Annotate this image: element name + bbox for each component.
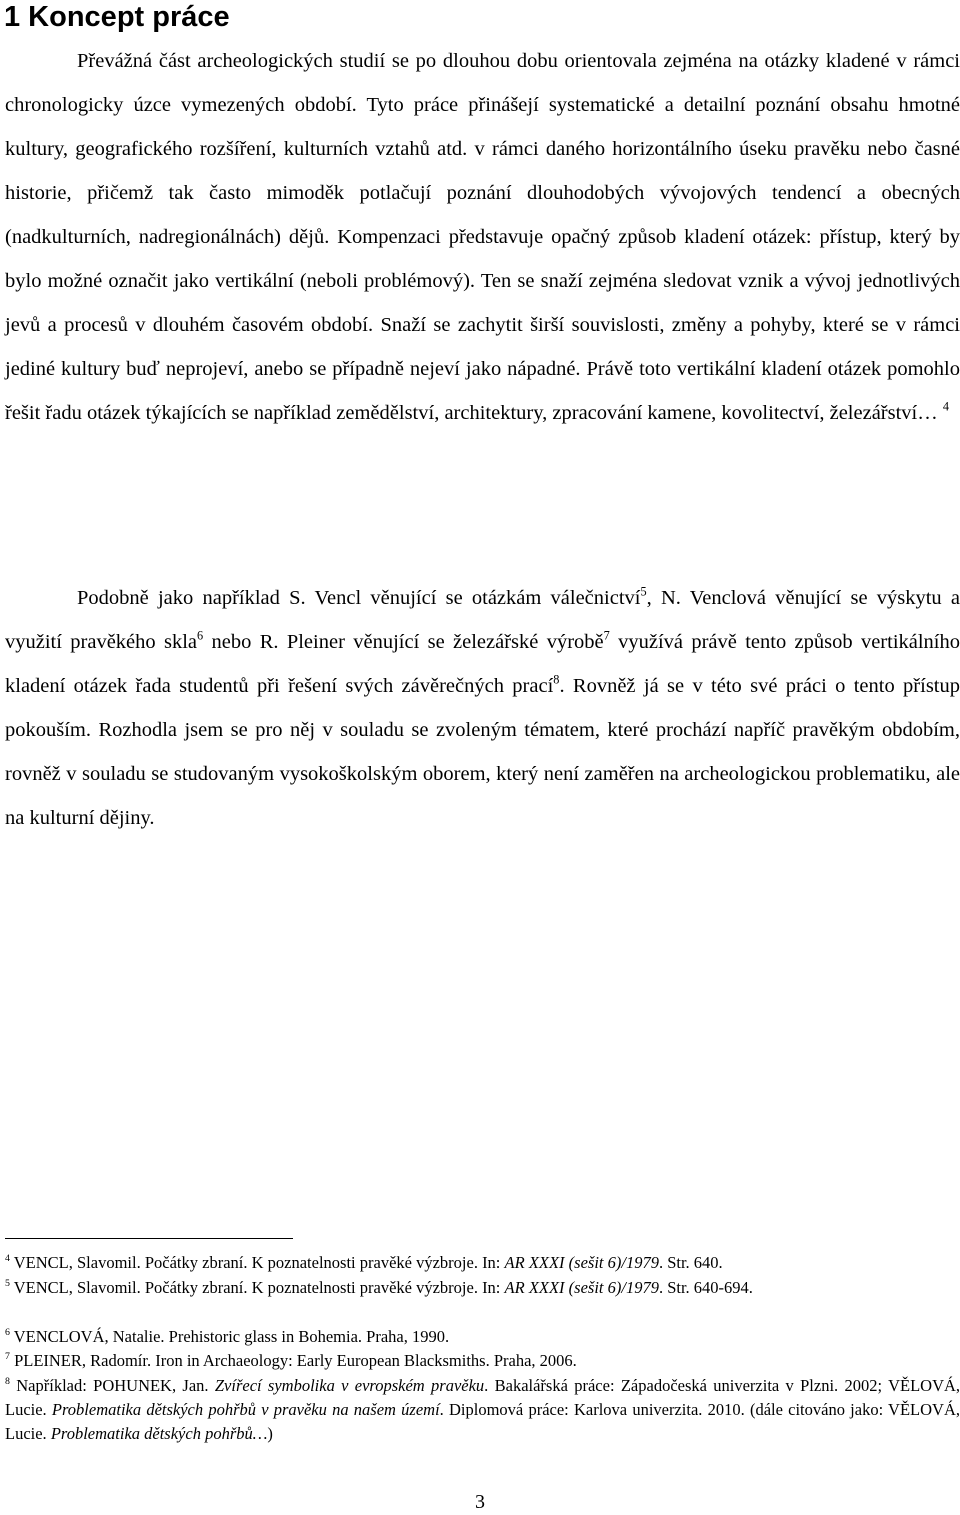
footnote-text: VENCL, Slavomil. Počátky zbraní. K poznatelnosti pravěké výzbroje. In:: [13, 1253, 505, 1272]
paragraph-intro: [5, 39, 960, 435]
footnote-number: 4: [5, 1253, 10, 1265]
footnote-8: [5, 1374, 960, 1446]
paragraph-text: Převážná část archeologických studií se po dlouhou dobu orientovala zejména na otázky kladené v rámci chronologicky úzce vymezených období. Tyto práce přinášejí systematické a detailní poznání obsahu hmotné kultury, geografického rozšíření, kulturních vztahů atd. v rámci daného horizontálního úseku pravěku nebo časné historie, přičemž tak často mimoděk potlačují poznání dlouhodobých vývojových tendencí a obecných (nadkulturních, nadregionálnách) dějů. Kompenzaci představuje opačný způsob kladení otázek: přístup, který by bylo možné označit jako vertikální (neboli problémový). Ten se snaží zejména sledovat vznik a vývoj jednotlivých jevů a procesů v dlouhém časovém období. Snaží se zachytit širší souvislosti, změny a pohyby, které se v rámci jediné kultury buď neprojeví, anebo se případně nejeví jako nápadné. Právě toto vertikální kladení otázek pomohlo řešit řadu otázek týkajících se například zemědělství, architektury, zpracování kamene, kovolitectví, železářství…: [5, 50, 960, 424]
footnote-5: [5, 1276, 960, 1300]
footnote-text: . Bakalářská práce: Západočeská univerzita v Plzni. 2002; VĚLOVÁ, Lucie.: [5, 1376, 960, 1419]
footnote-7: [5, 1349, 960, 1373]
footnote-text: PLEINER, Radomír. Iron in Archaeology: Early European Blacksmiths. Praha, 2006.: [14, 1351, 577, 1370]
footnote-text: ): [267, 1424, 273, 1443]
footnote-ref-7[interactable]: 7: [603, 628, 610, 643]
footnote-text: . Str. 640.: [658, 1253, 723, 1272]
page-number: 3: [475, 1491, 485, 1513]
footnote-6: [5, 1325, 960, 1349]
paragraph-text: , N. Venclová věnující se výskytu a využití pravěkého skla: [5, 587, 960, 653]
paragraph-text: nebo R. Pleiner věnující se železářské výrobě: [203, 631, 604, 653]
footnote-source-title: AR XXXI (sešit 6)/1979: [504, 1278, 659, 1297]
footnote-number: 5: [5, 1278, 10, 1290]
footnote-ref-5[interactable]: 5: [640, 584, 647, 599]
footnote-source-title: AR XXXI (sešit 6)/1979: [504, 1253, 659, 1272]
footnote-number: 7: [5, 1351, 10, 1363]
paragraph-text: . Rovněž já se v této své práci o tento přístup pokouším. Rozhodla jsem se pro něj v souladu se zvoleným tématem, které prochází napříč pravěkým obdobím, rovněž v souladu se studovaným vysokoškolským oborem, který není zaměřen na archeologickou problematiku, ale na kulturní dějiny.: [5, 675, 960, 829]
footnote-separator: [5, 1238, 293, 1239]
footnote-text: VENCL, Slavomil. Počátky zbraní. K poznatelnosti pravěké výzbroje. In:: [13, 1278, 505, 1297]
footnote-4: [5, 1251, 960, 1275]
footnote-number: 8: [5, 1376, 10, 1388]
footnote-text: . Diplomová práce: Karlova univerzita. 2010. (dále citováno jako: VĚLOVÁ, Lucie.: [5, 1400, 960, 1443]
footnote-ref-6[interactable]: 6: [197, 628, 204, 643]
footnote-thesis-title: Problematika dětských pohřbů v pravěku na našem území: [51, 1400, 440, 1419]
footnote-ref-4[interactable]: 4: [942, 399, 950, 414]
paragraph-approach: [5, 576, 960, 840]
footnote-number: 6: [5, 1327, 10, 1339]
footnote-text: Například: POHUNEK, Jan.: [16, 1376, 215, 1395]
paragraph-text: využívá právě tento způsob vertikálního kladení otázek řada studentů při řešení svých závěrečných prací: [5, 631, 960, 697]
chapter-heading: 1 Koncept práce: [4, 1, 230, 33]
footnote-short-title: Problematika dětských pohřbů…: [50, 1424, 268, 1443]
footnote-thesis-title: Zvířecí symbolika v evropském pravěku: [214, 1376, 485, 1395]
footnote-text: VENCLOVÁ, Natalie. Prehistoric glass in Bohemia. Praha, 1990.: [13, 1327, 450, 1346]
footnote-text: . Str. 640-694.: [658, 1278, 753, 1297]
paragraph-text: Podobně jako například S. Vencl věnující se otázkám válečnictví: [77, 587, 641, 609]
footnote-ref-8[interactable]: 8: [553, 672, 560, 687]
